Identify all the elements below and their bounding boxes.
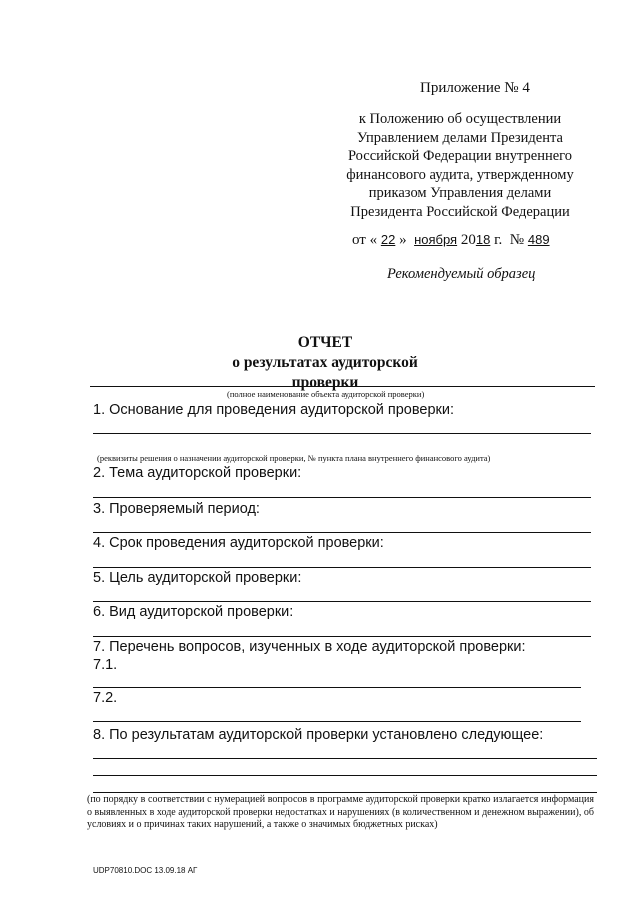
section-7-1-label: 7.1.	[93, 657, 118, 673]
object-name-line	[90, 386, 595, 387]
date-year-suffix: 18	[475, 232, 491, 247]
date-year-prefix: 20	[460, 232, 476, 248]
document-code: UDP70810.DOC 13.09.18 АГ	[93, 866, 198, 875]
reference-line: Российской Федерации внутреннего	[347, 148, 573, 164]
section-8-line-3	[93, 792, 597, 793]
section-4-line	[93, 567, 591, 568]
recommended-sample-label: Рекомендуемый образец	[387, 266, 536, 282]
report-title-sub: о результатах аудиторской проверки	[232, 354, 418, 391]
section-5-line	[93, 601, 591, 602]
section-1-heading: 1. Основание для проведения аудиторской проверки:	[93, 402, 455, 418]
section-7-2-label: 7.2.	[93, 690, 118, 706]
reference-line: Президента Российской Федерации	[350, 203, 570, 220]
date-prefix: от «	[352, 232, 378, 248]
reference-line: приказом Управления делами	[368, 185, 552, 201]
section-1-line	[93, 433, 591, 434]
findings-footnote: (по порядку в соответствии с нумерацией вопросов в программе аудиторской проверки кратко излагается информация о выявленных в ходе аудиторской проверки недостатках и нарушениях (в количественном и денежном выражении), об условиях и о причинах таких нарушений, а также о значимых бюджетных рисках)	[87, 794, 594, 830]
reference-line: к Положению об осуществлении	[358, 111, 562, 127]
section-7-heading: 7. Перечень вопросов, изученных в ходе аудиторской проверки:	[93, 639, 526, 655]
section-6-heading: 6. Вид аудиторской проверки:	[93, 604, 294, 620]
report-title-main: ОТЧЕТ	[297, 334, 353, 351]
section-6-line	[93, 636, 591, 637]
section-2-line	[93, 497, 591, 498]
section-5-heading: 5. Цель аудиторской проверки:	[93, 570, 302, 586]
section-8-line-2	[93, 775, 597, 776]
order-date-line	[352, 232, 550, 249]
section-7-2-line	[93, 721, 581, 722]
section-4-heading: 4. Срок проведения аудиторской проверки:	[93, 535, 384, 551]
date-year-unit: г.	[494, 232, 503, 248]
appendix-number: Приложение № 4	[420, 80, 530, 96]
section-2-heading: 2. Тема аудиторской проверки:	[93, 465, 302, 481]
appendix-reference	[330, 110, 590, 221]
section-8-line-1	[93, 758, 597, 759]
report-title	[200, 333, 450, 393]
date-day: 22	[380, 232, 396, 247]
section-8-heading: 8. По результатам аудиторской проверки установлено следующее:	[93, 727, 544, 743]
decision-note: (реквизиты решения о назначении аудиторской проверки, № пункта плана внутреннего финансового аудита)	[97, 453, 491, 463]
section-7-1-line	[93, 687, 581, 688]
order-number: 489	[527, 232, 550, 247]
date-mid: »	[399, 232, 407, 248]
date-month: ноября	[414, 232, 458, 247]
reference-line: Управлением делами Президента	[357, 129, 563, 146]
reference-line: финансового аудита, утвержденному	[346, 166, 574, 183]
object-name-note: (полное наименование объекта аудиторской проверки)	[227, 389, 425, 399]
number-prefix: №	[509, 232, 525, 248]
section-3-heading: 3. Проверяемый период:	[93, 501, 260, 517]
section-3-line	[93, 532, 591, 533]
